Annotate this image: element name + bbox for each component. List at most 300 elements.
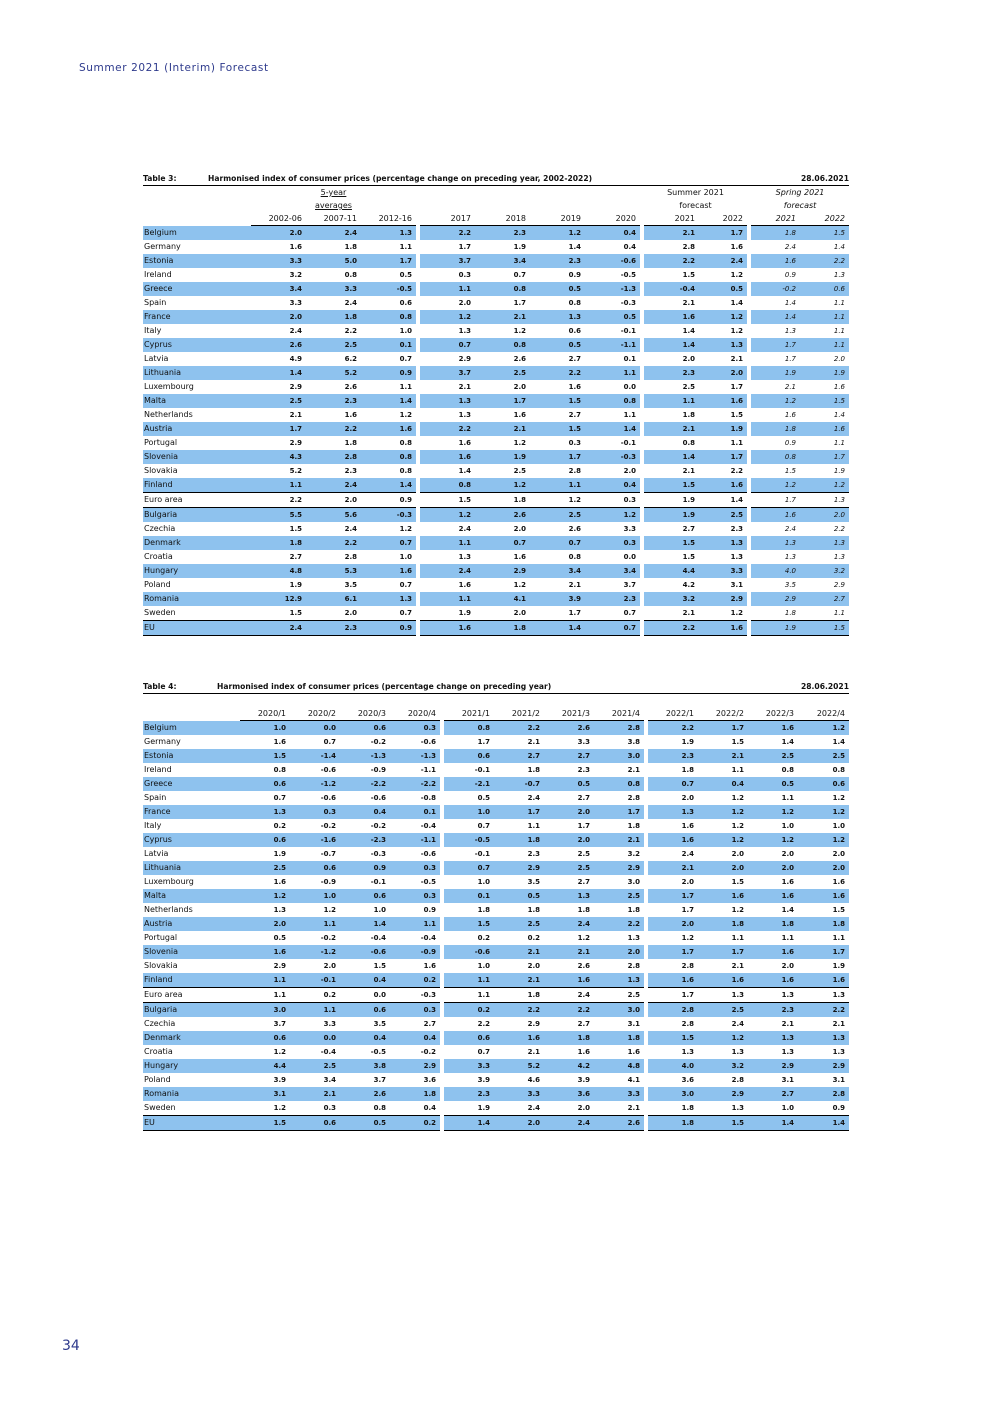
value-cell: 2.7 [494, 749, 544, 763]
country-name: Euro area [143, 988, 240, 1003]
value-cell: 0.7 [648, 777, 698, 791]
table-row [143, 749, 849, 763]
table-3-caption [143, 173, 849, 186]
country-name: Finland [143, 973, 240, 988]
value-cell: 0.8 [585, 394, 640, 408]
value-cell: 2.0 [306, 493, 361, 508]
value-cell: 1.9 [477, 1104, 490, 1112]
value-cell: 2.2 [344, 327, 357, 335]
value-cell: 0.6 [568, 327, 581, 335]
value-cell: 0.6 [340, 889, 390, 903]
value-cell: 1.1 [833, 439, 846, 447]
value-cell: 4.6 [527, 1076, 540, 1084]
value-cell: 3.3 [323, 1020, 336, 1028]
value-cell: 2.6 [594, 1116, 644, 1131]
value-cell: 1.3 [731, 1048, 744, 1056]
table-row [143, 1017, 849, 1031]
table-row [143, 621, 849, 636]
value-cell: 2.1 [682, 609, 695, 617]
value-cell: 1.2 [273, 1104, 286, 1112]
country-name: Euro area [143, 493, 251, 508]
value-cell: -0.9 [320, 878, 336, 886]
value-cell: 3.5 [527, 878, 540, 886]
table-row [143, 777, 849, 791]
value-cell: 1.8 [682, 411, 695, 419]
value-cell: 2.0 [623, 467, 636, 475]
value-cell: 4.0 [648, 1059, 698, 1073]
value-cell: 2.5 [699, 508, 747, 523]
value-cell: 3.5 [784, 581, 797, 589]
value-cell: 2.7 [748, 1087, 798, 1101]
value-cell: 0.4 [390, 1031, 440, 1045]
value-cell: 2.2 [306, 422, 361, 436]
value-cell: 2.4 [344, 299, 357, 307]
value-cell: 3.5 [344, 581, 357, 589]
table-3-grid [143, 186, 849, 636]
value-cell: 1.2 [681, 934, 694, 942]
table-row [143, 450, 849, 464]
value-cell: 1.2 [798, 833, 849, 847]
value-cell: 1.2 [530, 226, 585, 241]
country-name: Denmark [143, 1031, 240, 1045]
value-cell: 1.5 [832, 906, 845, 914]
value-cell: 1.8 [475, 621, 530, 636]
value-cell: 3.9 [577, 1076, 590, 1084]
value-cell: 1.3 [240, 805, 290, 819]
value-cell: -1.1 [390, 833, 440, 847]
table-row [143, 847, 849, 861]
value-cell: 1.6 [748, 721, 798, 736]
table-4-title: Harmonised index of consumer prices (percentage change on preceding year) [217, 682, 552, 691]
value-cell: 2.8 [344, 553, 357, 561]
value-cell: 1.0 [832, 822, 845, 830]
value-cell: -0.6 [320, 766, 336, 774]
value-cell: 1.6 [699, 478, 747, 493]
value-cell: 0.7 [420, 338, 475, 352]
value-cell: 0.9 [340, 861, 390, 875]
value-cell: 2.0 [833, 355, 846, 363]
spring-group-line2: forecast [783, 201, 817, 210]
table-row [143, 522, 849, 536]
value-cell: 1.4 [568, 243, 581, 251]
value-cell: 1.3 [798, 988, 849, 1003]
value-cell: 1.3 [800, 493, 849, 508]
value-cell: 4.4 [240, 1059, 290, 1073]
value-cell: 2.1 [494, 973, 544, 988]
value-cell: 1.6 [751, 508, 800, 523]
value-cell: 0.6 [290, 861, 340, 875]
table-row [143, 819, 849, 833]
column-header: 2020/1 [240, 707, 290, 721]
value-cell: 1.3 [730, 553, 744, 561]
value-cell: 1.6 [699, 394, 747, 408]
value-cell: 3.8 [627, 738, 640, 746]
value-cell: 0.3 [585, 493, 640, 508]
table-row [143, 959, 849, 973]
value-cell: 4.8 [594, 1059, 644, 1073]
value-cell: 2.1 [682, 299, 695, 307]
value-cell: -0.3 [370, 850, 386, 858]
value-cell: -1.1 [585, 338, 640, 352]
value-cell: 1.8 [494, 833, 544, 847]
value-cell: 0.4 [340, 973, 390, 988]
value-cell: 1.3 [833, 553, 846, 561]
value-cell: 1.9 [800, 366, 849, 380]
column-header: 2020/3 [340, 707, 390, 721]
value-cell: 1.3 [530, 310, 585, 324]
table-row [143, 791, 849, 805]
value-cell: 1.3 [627, 934, 640, 942]
value-cell: 1.1 [240, 988, 290, 1003]
value-cell: 5.2 [289, 467, 302, 475]
table-4-label: Table 4: [143, 682, 177, 691]
value-cell: 1.6 [832, 878, 845, 886]
table-row [143, 508, 849, 523]
value-cell: 2.5 [544, 861, 594, 875]
country-name: Italy [144, 326, 162, 335]
value-cell: 0.2 [444, 1003, 494, 1018]
value-cell: 1.1 [781, 794, 794, 802]
value-cell: 1.8 [477, 906, 490, 914]
value-cell: 0.6 [240, 833, 290, 847]
value-cell: 2.9 [594, 861, 644, 875]
table-row [143, 988, 849, 1003]
value-cell: 1.3 [698, 988, 748, 1003]
table-4-grid [143, 707, 849, 1131]
value-cell: 2.5 [475, 366, 530, 380]
value-cell: -0.8 [420, 794, 436, 802]
value-cell: 2.5 [577, 850, 590, 858]
value-cell: 1.2 [730, 327, 744, 335]
table-row [143, 903, 849, 917]
value-cell: 1.6 [513, 553, 526, 561]
value-cell: 2.5 [594, 988, 644, 1003]
value-cell: 2.3 [648, 749, 698, 763]
value-cell: -0.6 [320, 794, 336, 802]
value-cell: 0.3 [323, 1104, 336, 1112]
value-cell: 1.3 [458, 327, 471, 335]
value-cell: 2.0 [544, 833, 594, 847]
value-cell: 1.6 [568, 383, 581, 391]
value-cell: 1.6 [273, 738, 286, 746]
value-cell: 1.0 [373, 906, 386, 914]
value-cell: -0.9 [390, 945, 440, 959]
value-cell: 2.2 [544, 1003, 594, 1018]
value-cell: 2.0 [344, 609, 357, 617]
value-cell: 3.2 [627, 850, 640, 858]
summer-group-line2: forecast [679, 201, 712, 210]
value-cell: 1.1 [731, 766, 744, 774]
value-cell: 2.4 [527, 794, 540, 802]
table-row [143, 564, 849, 578]
value-cell: 2.6 [340, 1087, 390, 1101]
value-cell: 1.6 [644, 310, 699, 324]
value-cell: 1.4 [530, 621, 585, 636]
country-name: Czechia [144, 1019, 176, 1028]
value-cell: 1.2 [832, 794, 845, 802]
value-cell: 2.9 [273, 962, 286, 970]
value-cell: 1.8 [748, 917, 798, 931]
value-cell: 0.9 [568, 271, 581, 279]
value-cell: 0.2 [527, 934, 540, 942]
value-cell: 1.5 [373, 962, 386, 970]
value-cell: 2.9 [698, 1087, 748, 1101]
value-cell: 3.6 [681, 1076, 694, 1084]
value-cell: 3.1 [730, 581, 744, 589]
value-cell: -1.6 [290, 833, 340, 847]
table-row [143, 536, 849, 550]
value-cell: 0.8 [475, 282, 530, 296]
value-cell: 1.4 [730, 299, 744, 307]
value-cell: 1.9 [751, 366, 800, 380]
column-header: 2021/3 [544, 707, 594, 721]
value-cell: 2.3 [644, 366, 699, 380]
value-cell: 1.4 [784, 299, 797, 307]
country-name: Malta [143, 889, 240, 903]
value-cell: -0.1 [370, 878, 386, 886]
value-cell: 1.3 [361, 592, 416, 606]
value-cell: 1.3 [832, 1048, 845, 1056]
column-header: 2002-06 [251, 212, 306, 226]
country-name: Romania [143, 1087, 240, 1101]
value-cell: 2.2 [494, 721, 544, 736]
value-cell: 1.8 [751, 422, 800, 436]
value-cell: 0.3 [568, 439, 581, 447]
value-cell: -0.1 [620, 439, 636, 447]
value-cell: 3.1 [781, 1076, 794, 1084]
summer-group-line1: Summer 2021 [667, 188, 724, 197]
value-cell: 0.2 [477, 934, 490, 942]
value-cell: 1.7 [784, 355, 797, 363]
value-cell: 2.1 [527, 738, 540, 746]
value-cell: -0.2 [370, 822, 386, 830]
value-cell: 1.8 [627, 822, 640, 830]
value-cell: 1.1 [530, 478, 585, 493]
value-cell: 3.4 [475, 254, 530, 268]
value-cell: 1.7 [513, 299, 526, 307]
value-cell: 1.7 [458, 243, 471, 251]
table-row [143, 352, 849, 366]
value-cell: 1.3 [458, 411, 471, 419]
value-cell: 2.5 [748, 749, 798, 763]
value-cell: 1.3 [784, 327, 797, 335]
country-name: Netherlands [144, 410, 193, 419]
column-header: 2019 [530, 212, 585, 226]
country-name: Austria [143, 917, 240, 931]
value-cell: 2.6 [513, 355, 526, 363]
value-cell: 1.4 [444, 1116, 494, 1131]
value-cell: 3.4 [585, 564, 640, 578]
value-cell: -0.9 [370, 766, 386, 774]
value-cell: 1.2 [748, 805, 798, 819]
value-cell: 0.8 [420, 478, 475, 493]
value-cell: 4.0 [751, 564, 800, 578]
table-4 [143, 681, 849, 1131]
value-cell: -0.6 [585, 254, 640, 268]
value-cell: 2.9 [458, 355, 471, 363]
table-3 [143, 173, 849, 636]
value-cell: 2.4 [784, 243, 797, 251]
value-cell: 2.1 [730, 355, 744, 363]
value-cell: 2.2 [306, 536, 361, 550]
value-cell: 1.2 [751, 478, 800, 493]
value-cell: 4.8 [251, 564, 306, 578]
country-name: Slovakia [144, 961, 178, 970]
country-name: Estonia [143, 749, 240, 763]
column-header: 2022 [699, 212, 747, 226]
value-cell: 2.4 [784, 525, 797, 533]
value-cell: 1.3 [833, 271, 846, 279]
value-cell: 1.2 [698, 833, 748, 847]
value-cell: 1.8 [475, 493, 530, 508]
value-cell: 1.6 [494, 1031, 544, 1045]
value-cell: 1.1 [290, 1003, 340, 1018]
value-cell: 1.6 [423, 962, 436, 970]
value-cell: 2.6 [251, 338, 306, 352]
value-cell: 2.0 [544, 805, 594, 819]
value-cell: 2.0 [798, 861, 849, 875]
value-cell: 1.5 [682, 553, 695, 561]
table-row [143, 1059, 849, 1073]
value-cell: 1.3 [748, 1031, 798, 1045]
value-cell: -0.3 [361, 508, 416, 523]
value-cell: 1.1 [833, 327, 846, 335]
value-cell: 1.9 [273, 850, 286, 858]
value-cell: 3.0 [594, 749, 644, 763]
value-cell: 0.2 [390, 1116, 440, 1131]
column-header: 2021 [644, 212, 699, 226]
value-cell: 1.4 [251, 366, 306, 380]
value-cell: 1.2 [730, 271, 744, 279]
value-cell: 12.9 [251, 592, 306, 606]
table-row [143, 493, 849, 508]
value-cell: -1.3 [340, 749, 390, 763]
value-cell: 3.4 [323, 1076, 336, 1084]
value-cell: 0.0 [623, 553, 636, 561]
value-cell: 1.3 [798, 1031, 849, 1045]
value-cell: 1.5 [800, 226, 849, 241]
value-cell: 1.5 [731, 738, 744, 746]
value-cell: 3.3 [444, 1059, 494, 1073]
country-name: Luxembourg [144, 382, 194, 391]
value-cell: 2.1 [644, 422, 699, 436]
value-cell: 2.3 [475, 226, 530, 241]
value-cell: 2.2 [477, 1020, 490, 1028]
table-row [143, 1073, 849, 1087]
value-cell: -0.6 [370, 794, 386, 802]
value-cell: -1.3 [585, 282, 640, 296]
value-cell: -1.2 [290, 945, 340, 959]
value-cell: -0.5 [370, 1048, 386, 1056]
country-name: Bulgaria [143, 1003, 240, 1018]
value-cell: 1.5 [648, 1031, 698, 1045]
value-cell: 0.5 [340, 1116, 390, 1131]
value-cell: 0.9 [832, 1104, 845, 1112]
table-row [143, 226, 849, 241]
value-cell: 1.2 [699, 310, 747, 324]
value-cell: 2.2 [644, 621, 699, 636]
value-cell: 1.4 [832, 738, 845, 746]
value-cell: -0.1 [290, 973, 340, 988]
value-cell: 0.6 [340, 1003, 390, 1018]
value-cell: 2.0 [681, 878, 694, 886]
value-cell: 1.0 [290, 889, 340, 903]
value-cell: 5.2 [494, 1059, 544, 1073]
value-cell: 3.3 [594, 1087, 644, 1101]
value-cell: 3.3 [251, 254, 306, 268]
table-row [143, 945, 849, 959]
value-cell: 1.7 [699, 226, 747, 241]
value-cell: 0.4 [698, 777, 748, 791]
country-name: Italy [144, 821, 162, 830]
value-cell: 0.3 [585, 536, 640, 550]
value-cell: 1.1 [800, 310, 849, 324]
value-cell: 1.8 [251, 536, 306, 550]
value-cell: 1.4 [781, 738, 794, 746]
value-cell: 1.6 [748, 945, 798, 959]
value-cell: 2.2 [420, 226, 475, 241]
value-cell: 3.4 [530, 564, 585, 578]
value-cell: 1.8 [784, 609, 797, 617]
value-cell: 1.9 [513, 243, 526, 251]
value-cell: 2.5 [530, 508, 585, 523]
country-name: Germany [144, 737, 181, 746]
table-row [143, 578, 849, 592]
value-cell: 2.5 [251, 394, 306, 408]
value-cell: 0.8 [568, 553, 581, 561]
value-cell: -0.1 [474, 766, 490, 774]
value-cell: 2.6 [568, 525, 581, 533]
value-cell: 1.7 [594, 805, 644, 819]
table-row [143, 366, 849, 380]
value-cell: 1.3 [361, 226, 416, 241]
value-cell: 2.9 [699, 592, 747, 606]
value-cell: 1.1 [623, 411, 636, 419]
value-cell: 1.6 [648, 833, 698, 847]
value-cell: 0.6 [240, 777, 290, 791]
value-cell: 5.2 [306, 366, 361, 380]
country-name: Greece [143, 282, 251, 296]
value-cell: 1.6 [627, 1048, 640, 1056]
value-cell: 1.5 [800, 621, 849, 636]
value-cell: 2.0 [682, 355, 695, 363]
value-cell: 0.5 [544, 777, 594, 791]
table-4-caption [143, 681, 849, 694]
table-row [143, 380, 849, 394]
value-cell: 1.1 [420, 536, 475, 550]
value-cell: 2.9 [751, 592, 800, 606]
value-cell: 2.9 [475, 564, 530, 578]
value-cell: 3.7 [420, 366, 475, 380]
value-cell: 1.0 [477, 962, 490, 970]
value-cell: 1.8 [494, 988, 544, 1003]
value-cell: 2.4 [544, 1116, 594, 1131]
value-cell: 5.3 [306, 564, 361, 578]
value-cell: 1.7 [699, 450, 747, 464]
value-cell: 2.1 [648, 861, 698, 875]
value-cell: 2.3 [530, 254, 585, 268]
value-cell: 1.6 [681, 822, 694, 830]
value-cell: 2.6 [475, 508, 530, 523]
country-name: Lithuania [143, 366, 251, 380]
value-cell: -0.7 [494, 777, 544, 791]
value-cell: 0.9 [784, 439, 797, 447]
value-cell: 1.6 [513, 411, 526, 419]
value-cell: 0.8 [751, 450, 800, 464]
value-cell: 4.4 [644, 564, 699, 578]
value-cell: 1.8 [344, 243, 357, 251]
value-cell: 1.5 [289, 609, 302, 617]
